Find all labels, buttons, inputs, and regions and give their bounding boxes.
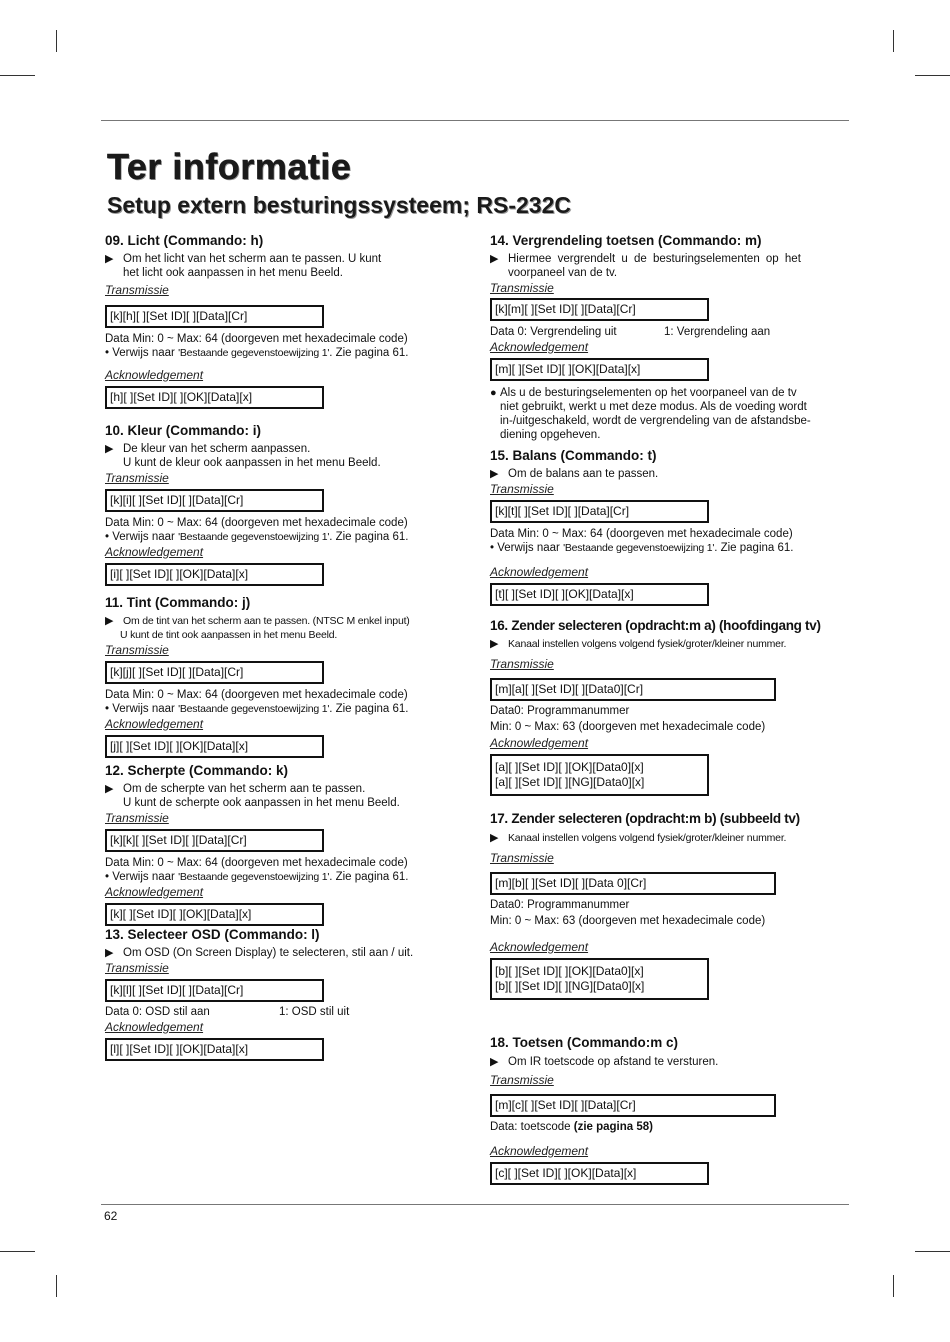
crop-mark [0,1251,35,1252]
description: het licht ook aanpassen in het menu Beeld. [123,267,343,279]
transmission-command: [k][m][ ][Set ID][ ][Data][Cr] [490,298,709,321]
crop-mark [893,30,894,52]
acknowledgement-command: [h][ ][Set ID][ ][OK][Data][x] [105,386,324,409]
description: U kunt de kleur ook aanpassen in het menu Beeld. [123,457,381,469]
crop-mark [56,30,57,52]
description: U kunt de tint ook aanpassen in het menu Beeld. [120,629,338,641]
section-15 [490,447,852,609]
reference-note: • Verwijs naar 'Bestaande gegevenstoewijzing 1'. Zie pagina 61. [105,871,409,883]
page-number: 62 [104,1209,118,1223]
arrow-icon: ▶ [105,615,114,627]
description: voorpaneel van de tv. [508,267,618,279]
transmissie-label: Transmissie [490,281,554,295]
transmissie-label: Transmissie [490,1073,554,1087]
transmissie-label: Transmissie [105,643,169,657]
acknowledgement-label: Acknowledgement [490,340,589,354]
transmission-command: [m][c][ ][Set ID][ ][Data][Cr] [490,1094,776,1117]
description: ▶ Om het licht van het scherm aan te passen. U kunt [105,253,382,265]
section-heading: 16. Zender selecteren (opdracht:m a) (hoofdingang tv) [490,618,821,633]
transmission-command: [k][l][ ][Set ID][ ][Data][Cr] [105,979,324,1002]
crop-mark [915,1251,950,1252]
note: in-/uitgeschakeld, wordt de vergrendeling van de afstandsbe- [500,415,811,427]
reference-note: • Verwijs naar 'Bestaande gegevenstoewijzing 1'. Zie pagina 61. [105,703,409,715]
transmissie-label: Transmissie [105,471,169,485]
reference-note: • Verwijs naar 'Bestaande gegevenstoewijzing 1'. Zie pagina 61. [490,542,794,554]
crop-mark [893,1275,894,1297]
transmissie-label: Transmissie [105,961,169,975]
description: ▶ Kanaal instellen volgens volgend fysiek/groter/kleiner nummer. [490,832,787,844]
transmission-command: [k][j][ ][Set ID][ ][Data][Cr] [105,661,324,684]
acknowledgement-label: Acknowledgement [105,885,204,899]
section-heading: 17. Zender selecteren (opdracht:m b) (subbeeld tv) [490,811,800,826]
transmission-command: [k][h][ ][Set ID][ ][Data][Cr] [105,305,324,328]
description: ▶ Om IR toetscode op afstand te versturen. [490,1056,719,1068]
data-range: Min: 0 ~ Max: 63 (doorgeven met hexadecimale code) [490,915,766,927]
transmission-command: [k][t][ ][Set ID][ ][Data][Cr] [490,500,709,523]
crop-mark [915,75,950,76]
transmissie-label: Transmissie [105,811,169,825]
arrow-icon: ▶ [490,638,499,650]
transmission-command: [m][b][ ][Set ID][ ][Data 0][Cr] [490,872,776,895]
section-heading: 10. Kleur (Commando: i) [105,423,262,438]
page-title: Ter informatie [107,146,352,187]
acknowledgement-label: Acknowledgement [490,565,589,579]
description: ▶ Hiermee vergrendelt u de besturingselementen op het [490,253,801,265]
acknowledgement-command: [l][ ][Set ID][ ][OK][Data][x] [105,1038,324,1061]
arrow-icon: ▶ [105,443,114,455]
data-range: Data Min: 0 ~ Max: 64 (doorgeven met hexadecimale code) [105,333,408,345]
transmissie-label: Transmissie [490,657,554,671]
arrow-icon: ▶ [490,468,499,480]
acknowledgement-label: Acknowledgement [490,736,589,750]
crop-mark [56,1275,57,1297]
description: ▶ Om de balans aan te passen. [490,468,659,480]
acknowledgement-command: [j][ ][Set ID][ ][OK][Data][x] [105,735,324,758]
section-heading: 18. Toetsen (Commando:m c) [490,1035,679,1050]
data-range: Data Min: 0 ~ Max: 64 (doorgeven met hexadecimale code) [105,517,408,529]
data-range: Min: 0 ~ Max: 63 (doorgeven met hexadecimale code) [490,721,766,733]
description: ▶ Om de scherpte van het scherm aan te passen. [105,783,366,795]
section-heading: 13. Selecteer OSD (Commando: l) [105,927,320,942]
section-17 [490,810,852,1003]
section-11 [105,594,450,761]
data-values: Data0: Programmanummer [490,899,630,911]
section-heading: 11. Tint (Commando: j) [105,595,251,610]
page-subtitle: Setup extern besturingssysteem; RS-232C [107,192,571,218]
acknowledgement-command: [i][ ][Set ID][ ][OK][Data][x] [105,563,324,586]
acknowledgement-command: [t][ ][Set ID][ ][OK][Data][x] [490,583,709,606]
data-range: Data Min: 0 ~ Max: 64 (doorgeven met hexadecimale code) [490,528,793,540]
section-12 [105,762,450,929]
data-values: Data 0: Vergrendeling uit 1: Vergrendeling aan [490,326,771,338]
acknowledgement-command: [k][ ][Set ID][ ][OK][Data][x] [105,903,324,926]
section-heading: 12. Scherpte (Commando: k) [105,763,289,778]
transmission-command: [k][k][ ][Set ID][ ][Data][Cr] [105,829,324,852]
arrow-icon: ▶ [490,1056,499,1068]
description: ▶ Om de tint van het scherm aan te passen. (NTSC M enkel input) [105,615,410,627]
arrow-icon: ▶ [105,253,114,265]
data-range: Data Min: 0 ~ Max: 64 (doorgeven met hexadecimale code) [105,689,408,701]
arrow-icon: ▶ [490,832,499,844]
note: diening opgeheven. [500,429,601,441]
header-rule [101,120,849,121]
description: ▶ Om OSD (On Screen Display) te selecteren, stil aan / uit. [105,947,414,959]
acknowledgement-command: [m][ ][Set ID][ ][OK][Data][x] [490,358,709,381]
data-range: Data Min: 0 ~ Max: 64 (doorgeven met hexadecimale code) [105,857,408,869]
description: ▶ De kleur van het scherm aanpassen. [105,443,311,455]
section-heading: 15. Balans (Commando: t) [490,448,657,463]
note: ● Als u de besturingselementen op het voorpaneel van de tv [490,387,797,399]
transmissie-label: Transmissie [490,851,554,865]
description: ▶ Kanaal instellen volgens volgend fysiek/groter/kleiner nummer. [490,638,787,650]
arrow-icon: ▶ [490,253,499,265]
section-14 [490,232,852,442]
transmissie-label: Transmissie [490,482,554,496]
acknowledgement-label: Acknowledgement [490,940,589,954]
note: niet gebruikt, werkt u met deze modus. Als de voeding wordt [500,401,807,413]
section-heading: 09. Licht (Commando: h) [105,233,264,248]
acknowledgement-command: [c][ ][Set ID][ ][OK][Data][x] [490,1162,709,1185]
data-values: Data: toetscode (zie pagina 58) [490,1121,653,1133]
reference-note: • Verwijs naar 'Bestaande gegevenstoewijzing 1'. Zie pagina 61. [105,347,409,359]
acknowledgement-label: Acknowledgement [105,368,204,382]
acknowledgement-command: [b][ ][Set ID][ ][OK][Data0][x] [b][ ][Set ID][ ][NG][Data0][x] [490,958,709,1000]
section-09 [105,232,450,412]
description: U kunt de scherpte ook aanpassen in het menu Beeld. [123,797,400,809]
arrow-icon: ▶ [105,947,114,959]
section-heading: 14. Vergrendeling toetsen (Commando: m) [490,233,762,248]
section-13 [105,926,450,1064]
acknowledgement-label: Acknowledgement [105,1020,204,1034]
section-18 [490,1034,852,1188]
transmission-command: [k][i][ ][Set ID][ ][Data][Cr] [105,489,324,512]
reference-note: • Verwijs naar 'Bestaande gegevenstoewijzing 1'. Zie pagina 61. [105,531,409,543]
acknowledgement-label: Acknowledgement [105,717,204,731]
transmission-command: [m][a][ ][Set ID][ ][Data0][Cr] [490,678,776,701]
acknowledgement-label: Acknowledgement [490,1144,589,1158]
acknowledgement-label: Acknowledgement [105,545,204,559]
section-10 [105,422,450,589]
footer-rule [101,1204,849,1205]
arrow-icon: ▶ [105,783,114,795]
data-values: Data0: Programmanummer [490,705,630,717]
acknowledgement-command: [a][ ][Set ID][ ][OK][Data0][x] [a][ ][Set ID][ ][NG][Data0][x] [490,754,709,796]
bullet-icon: ● [490,387,497,399]
transmissie-label: Transmissie [105,283,169,297]
section-16 [490,617,852,799]
crop-mark [0,75,35,76]
data-values: Data 0: OSD stil aan 1: OSD stil uit [105,1006,350,1018]
